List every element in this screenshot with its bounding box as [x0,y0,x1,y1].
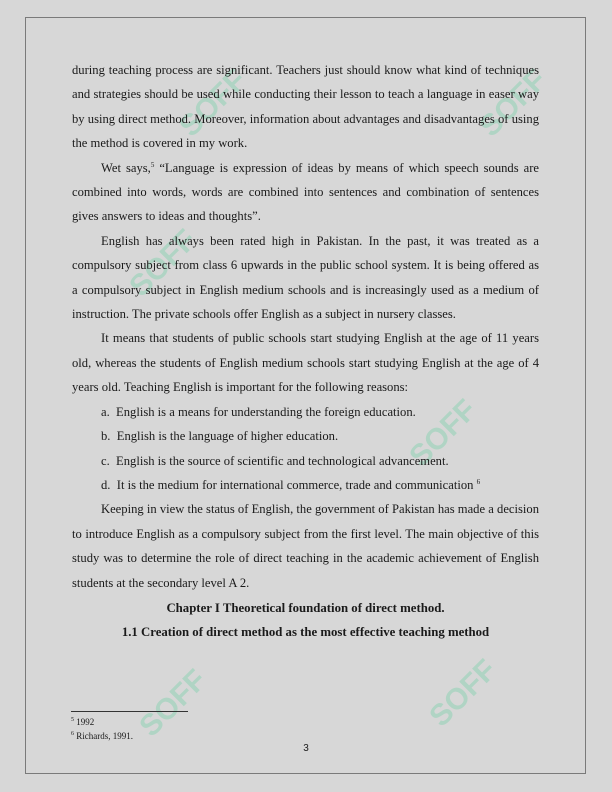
list-marker: b. [101,429,111,444]
chapter-heading: Chapter I Theoretical foundation of direct method. [166,600,445,615]
list-item [101,473,539,497]
footnote-text: 1992 [76,717,95,727]
footnote-number: 5 [71,717,74,723]
svg-text:SOFF: SOFF [473,63,554,144]
list-item [101,449,539,473]
list-item-text: English is the language of higher education. [116,429,339,444]
list-marker: a. [101,404,110,419]
footnotes [71,715,133,743]
paragraph-2-lead: Wet says, [101,160,151,175]
svg-text:SOFF: SOFF [173,63,254,144]
footnote-ref-5[interactable]: 5 [150,160,155,169]
footnote-6 [71,729,133,743]
list-marker: d. [101,477,111,492]
list-item-text: English is a means for understanding the foreign education. [116,404,416,419]
footnote-separator [71,711,188,712]
paragraph-5: Keeping in view the status of English, the government of Pakistan has made a decision to introduce English as a compulsory subject from the first level. The main objective of this study was to determine the role of direct teaching in the academic achievement of English students at the secondary level A 2. [72,502,539,590]
list-marker: c. [101,453,110,468]
paragraph-2-rest: “Language is expression of ideas by means of which speech sounds are combined into words, words are combined into sentences and combination of sentences gives answers to ideas and thoughts”. [72,160,540,224]
paragraph-4: It means that students of public schools start studying English at the age of 11 years old, whereas the students of English medium schools start studying English at the age of 4 years old. Teaching English is important for the following reasons: [72,331,539,395]
footnote-number: 6 [71,731,74,737]
svg-text:SOFF: SOFF [123,223,204,304]
list-item-text: It is the medium for international commerce, trade and communication [116,477,474,492]
paragraph-3: English has always been rated high in Pakistan. In the past, it was treated as a compulsory subject from class 6 upwards in the public school system. It is being offered as a compulsory subject in English medium schools and is increasingly used as a medium of instruction. The private schools offer English as a subject in nursery classes. [72,233,539,322]
body-text [72,58,539,645]
svg-text:SOFF: SOFF [133,663,214,744]
list-item [101,400,539,424]
list-item-text: English is the source of scientific and technological advancement. [116,453,449,468]
paragraph-1: during teaching process are significant. Teachers just should know what kind of techniques and strategies should be used while conducting their lesson to teach a language in easer way by using direct method. Moreover, information about advantages and disadvantages of using the method is covered in my work. [72,63,539,151]
footnote-5 [71,715,133,729]
footnote-text: Richards, 1991. [76,731,133,741]
svg-text:SOFF: SOFF [403,393,484,474]
page-number: 3 [303,743,309,754]
list-item [101,424,539,448]
footnote-ref-6[interactable]: 6 [476,477,481,486]
section-heading: 1.1 Creation of direct method as the most effective teaching method [121,625,490,640]
paragraph-2 [72,156,539,229]
svg-text:SOFF: SOFF [423,653,504,734]
